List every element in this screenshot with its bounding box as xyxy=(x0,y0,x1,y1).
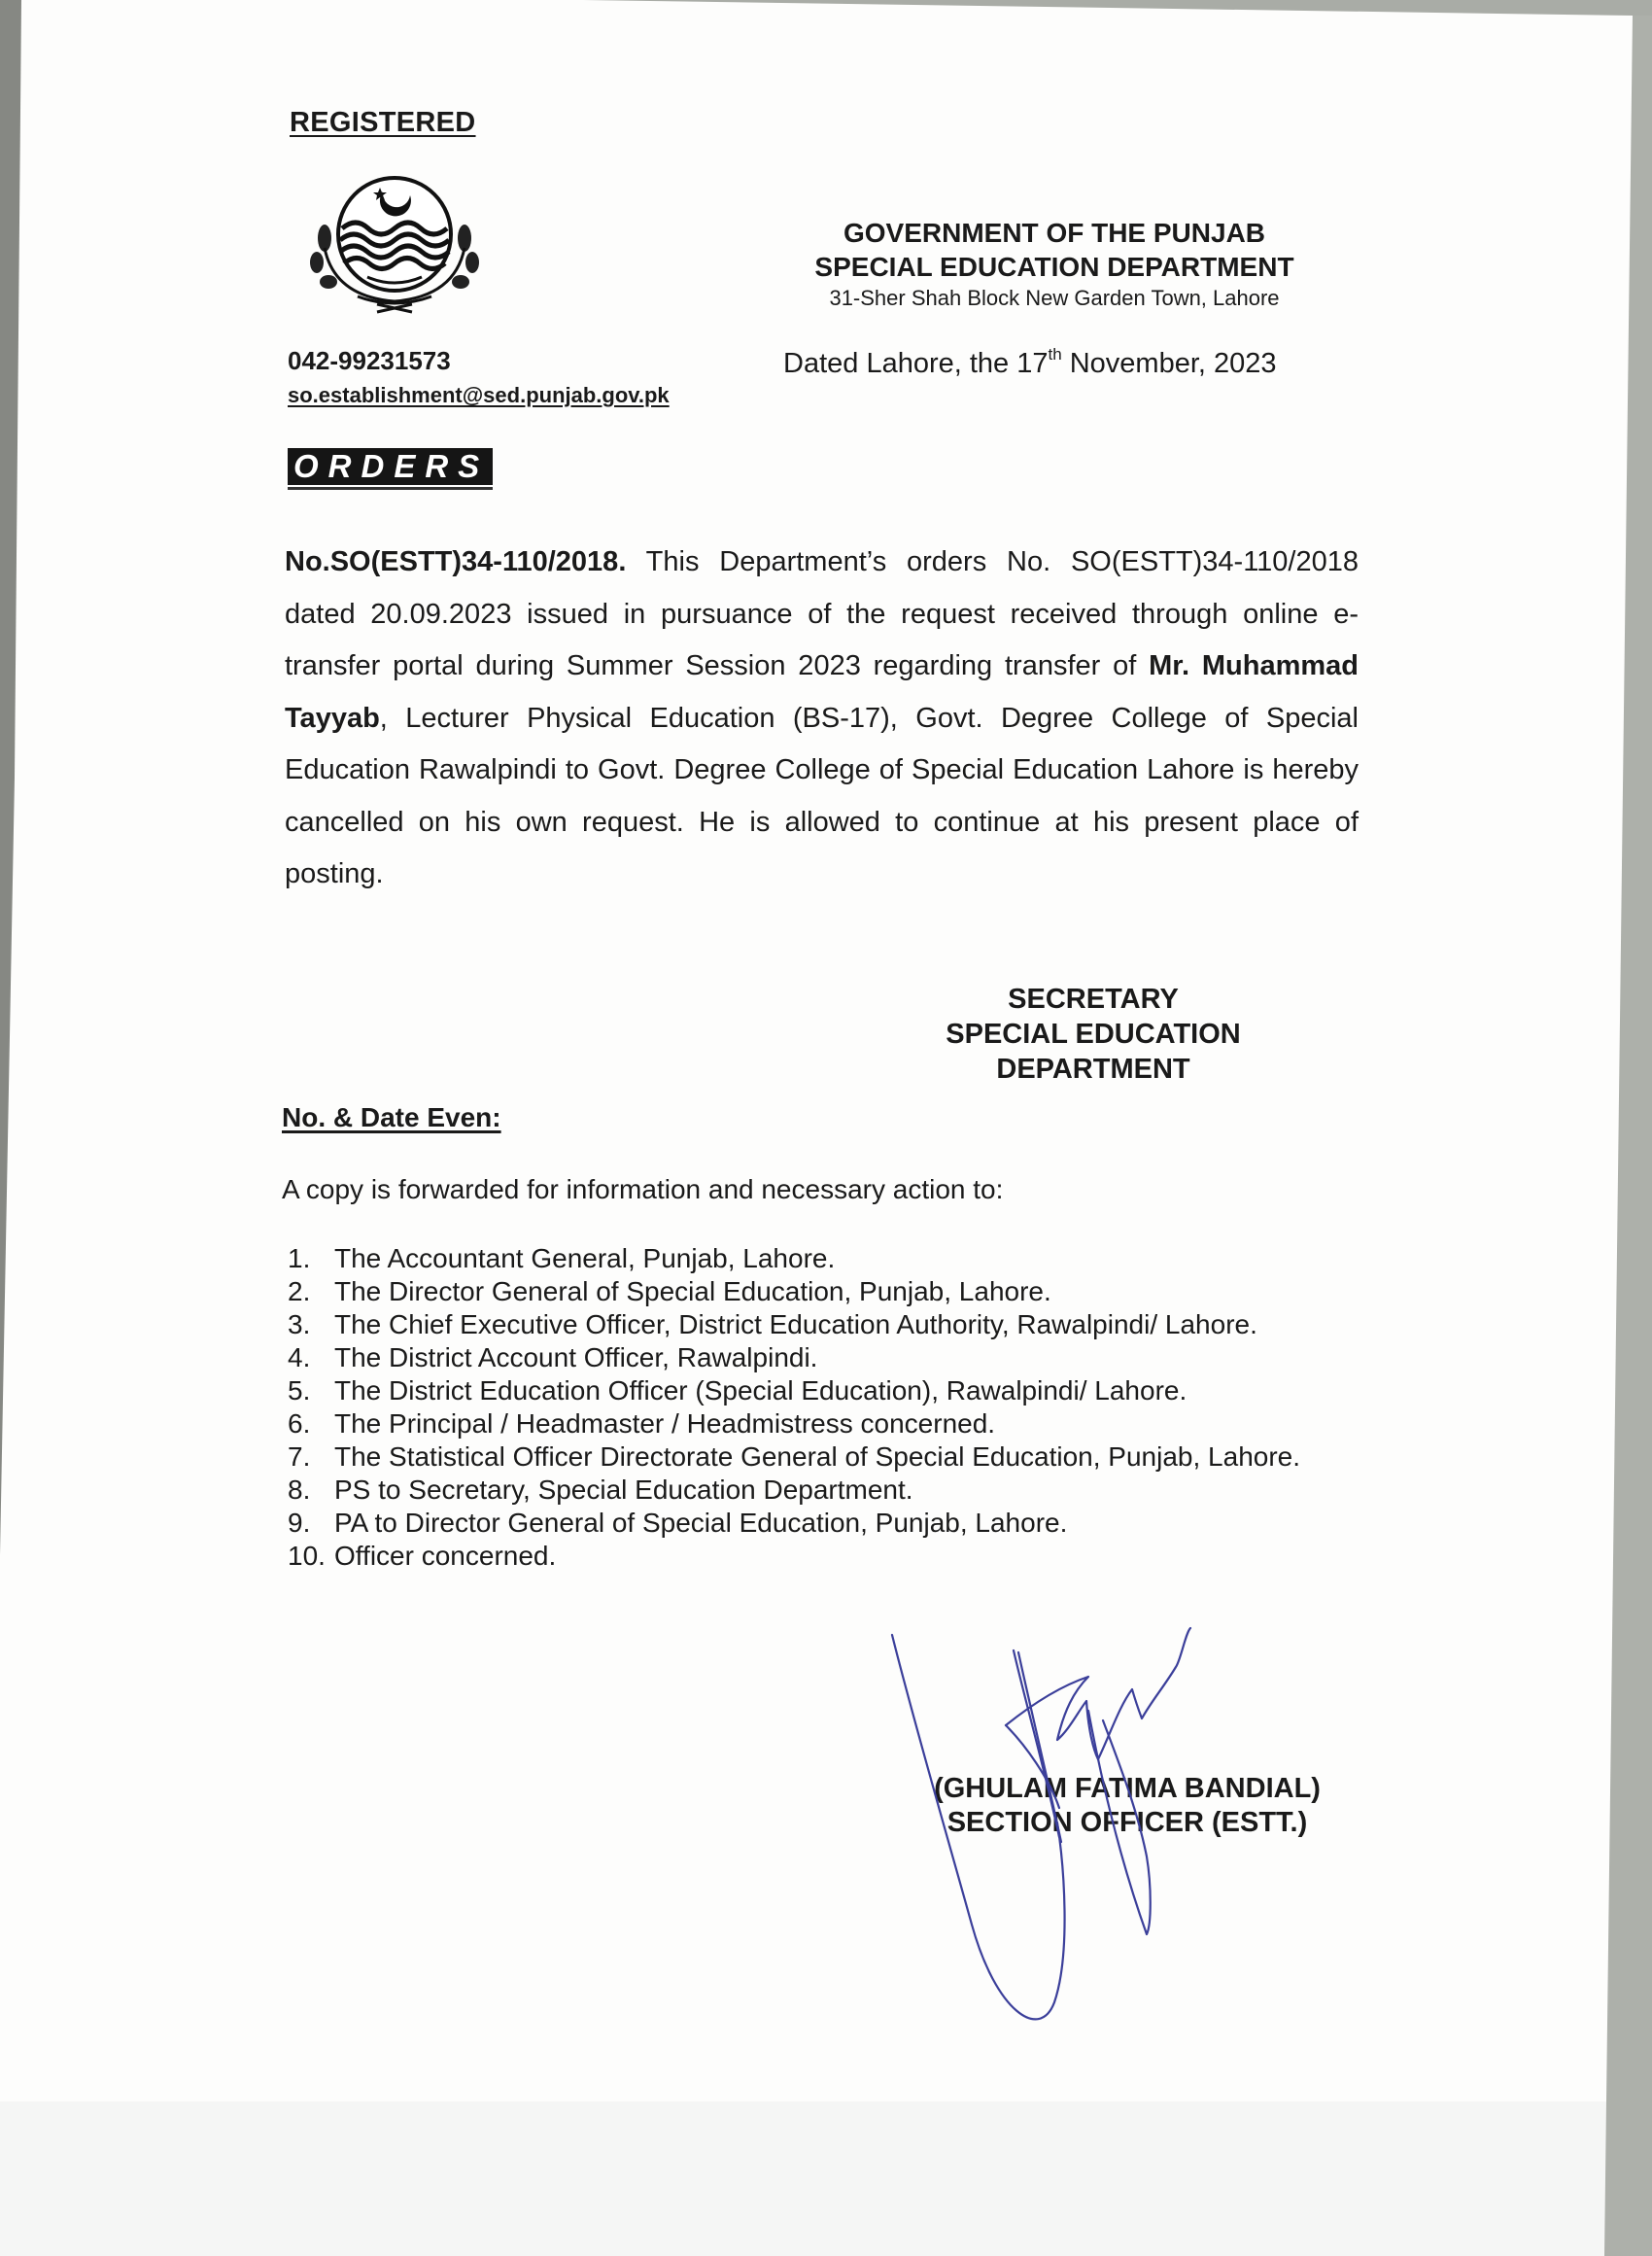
department-title: SPECIAL EDUCATION DEPARTMENT xyxy=(814,252,1294,282)
list-item-text: PA to Director General of Special Education, Punjab, Lahore. xyxy=(334,1508,1068,1538)
list-item-text: PS to Secretary, Special Education Department. xyxy=(334,1475,913,1505)
secretary-line-3: DEPARTMENT xyxy=(996,1054,1190,1085)
list-item-number: 3. xyxy=(288,1309,311,1339)
secretary-line-1: SECRETARY xyxy=(1008,984,1179,1015)
scan-border-left xyxy=(0,0,21,1555)
list-item-text: The Director General of Special Education, Punjab, Lahore. xyxy=(334,1276,1051,1306)
order-text-2: , Lecturer Physical Education (BS-17), Govt. Degree College of Special Education Rawalpindi to Govt. Degree College of Special Education Lahore is hereby cancelled on his own request. He is allowed to continue at his present place of posting. xyxy=(285,702,1359,889)
list-item-number: 6. xyxy=(288,1408,311,1439)
list-item xyxy=(288,1374,1337,1407)
signatory-designation: SECTION OFFICER (ESTT.) xyxy=(946,1807,1308,1838)
list-item-text: The Principal / Headmaster / Headmistress concerned. xyxy=(334,1408,996,1439)
list-item-text: The Statistical Officer Directorate General of Special Education, Punjab, Lahore. xyxy=(334,1441,1301,1472)
registered-label: REGISTERED xyxy=(290,107,476,138)
list-item xyxy=(288,1407,1337,1440)
list-item-number: 8. xyxy=(288,1475,311,1505)
phone-number: 042-99231573 xyxy=(288,346,451,375)
order-body xyxy=(285,537,1359,901)
list-item-text: The Chief Executive Officer, District Education Authority, Rawalpindi/ Lahore. xyxy=(334,1309,1257,1339)
list-item xyxy=(288,1474,1337,1507)
department-address: 31-Sher Shah Block New Garden Town, Lahore xyxy=(829,286,1280,310)
copy-forward-intro: A copy is forwarded for information and necessary action to: xyxy=(282,1174,1004,1204)
list-item xyxy=(288,1341,1337,1374)
list-item-text: Officer concerned. xyxy=(334,1541,557,1571)
list-item xyxy=(288,1242,1337,1275)
letterhead xyxy=(768,216,1341,313)
orders-heading: ORDERS xyxy=(288,448,493,487)
officer-name: Mr. Muhammad Tayyab xyxy=(285,650,1359,734)
list-item-text: The District Education Officer (Special Education), Rawalpindi/ Lahore. xyxy=(334,1375,1187,1406)
order-text-1: This Department’s orders No. SO(ESTT)34-110/2018 dated 20.09.2023 issued in pursuance of the request received through online e-transfer portal during Summer Session 2023 regarding transfer of xyxy=(285,546,1359,681)
list-item-number: 10. xyxy=(288,1541,326,1571)
order-reference-number: No.SO(ESTT)34-110/2018. xyxy=(285,546,627,577)
list-item-text: The Accountant General, Punjab, Lahore. xyxy=(334,1243,836,1273)
scan-border-top xyxy=(583,0,1652,16)
list-item-number: 5. xyxy=(288,1375,311,1406)
dated-line xyxy=(783,345,1277,380)
scan-border-right xyxy=(1604,16,1652,2256)
dated-suffix: November, 2023 xyxy=(1061,348,1277,379)
no-date-even-heading: No. & Date Even: xyxy=(282,1102,501,1132)
government-title: GOVERNMENT OF THE PUNJAB xyxy=(843,218,1266,248)
list-item-number: 7. xyxy=(288,1441,311,1472)
list-item xyxy=(288,1507,1337,1540)
scan-shading xyxy=(0,2101,1608,2256)
list-item-number: 9. xyxy=(288,1508,311,1538)
signatory-block xyxy=(904,1772,1351,1840)
list-item-text: The District Account Officer, Rawalpindi. xyxy=(334,1342,818,1372)
list-item-number: 1. xyxy=(288,1243,311,1273)
secretary-line-2: SPECIAL EDUCATION xyxy=(946,1019,1241,1050)
signatory-name: (GHULAM FATIMA BANDIAL) xyxy=(934,1773,1321,1804)
list-item xyxy=(288,1275,1337,1308)
secretary-block xyxy=(875,982,1312,1087)
email-link[interactable]: so.establishment@sed.punjab.gov.pk xyxy=(288,383,670,407)
list-item xyxy=(288,1440,1337,1474)
dated-ordinal: th xyxy=(1048,345,1062,364)
dated-prefix: Dated Lahore, the 17 xyxy=(783,348,1049,379)
punjab-emblem-icon xyxy=(299,170,490,316)
distribution-list xyxy=(288,1242,1337,1573)
list-item xyxy=(288,1540,1337,1573)
list-item-number: 4. xyxy=(288,1342,311,1372)
list-item-number: 2. xyxy=(288,1276,311,1306)
list-item xyxy=(288,1308,1337,1341)
